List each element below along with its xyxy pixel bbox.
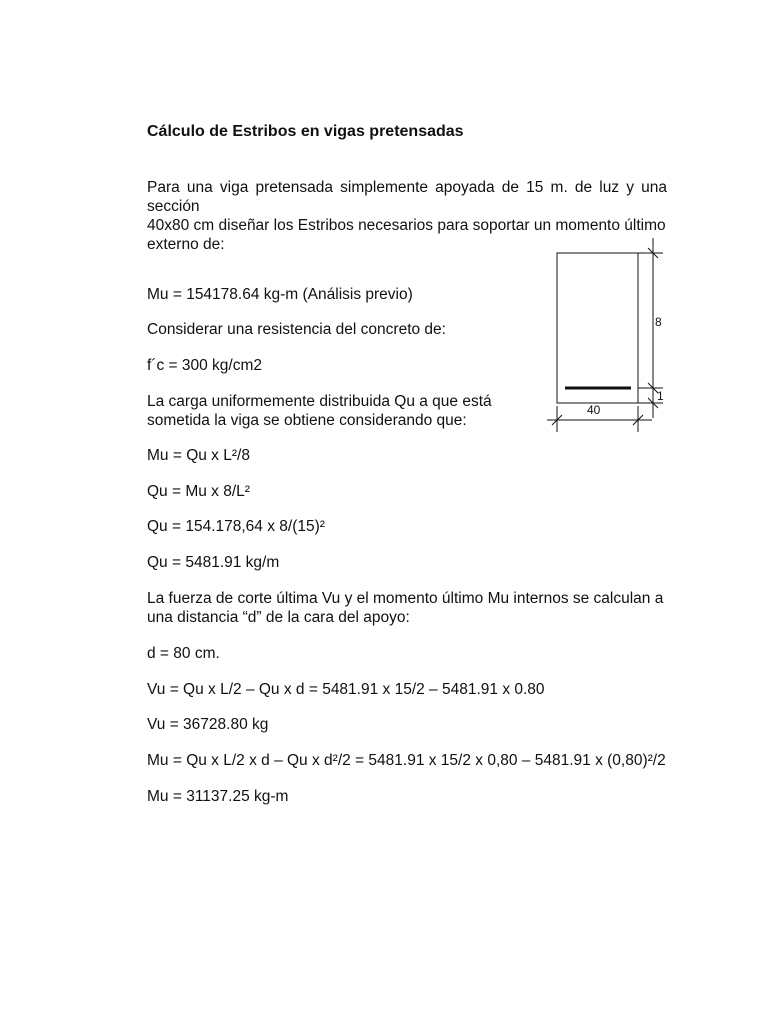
cover-label: 1 [657, 389, 664, 403]
page-title: Cálculo de Estribos en vigas pretensadas [147, 123, 464, 140]
d-value: d = 80 cm. [147, 645, 220, 662]
vu-result: Vu = 36728.80 kg [147, 716, 269, 733]
equation-mu-internal: Mu = Qu x L/2 x d – Qu x d²/2 = 5481.91 x 15/2 x 0,80 – 5481.91 x (0,80)²/2 [147, 752, 666, 769]
equation-qu-sub: Qu = 154.178,64 x 8/(15)² [147, 518, 325, 535]
load-text-line-2: sometida la viga se obtiene considerando que: [147, 412, 467, 429]
load-text-line-1: La carga uniformemente distribuida Qu a que está [147, 393, 492, 410]
intro-line-2: 40x80 cm diseñar los Estribos necesarios para soportar un momento último [147, 217, 666, 234]
shear-text-line-1: La fuerza de corte última Vu y el momento último Mu internos se calculan a [147, 590, 664, 607]
beam-section-outline [557, 253, 638, 403]
shear-text-line-2: una distancia “d” de la cara del apoyo: [147, 609, 410, 626]
fc-value: f´c = 300 kg/cm2 [147, 357, 263, 374]
width-label: 40 [587, 403, 601, 417]
equation-qu-result: Qu = 5481.91 kg/m [147, 554, 280, 571]
equation-mu: Mu = Qu x L²/8 [147, 447, 250, 464]
consider-text: Considerar una resistencia del concreto de: [147, 321, 446, 338]
equation-vu: Vu = Qu x L/2 – Qu x d = 5481.91 x 15/2 – 5481.91 x 0.80 [147, 681, 545, 698]
equation-qu: Qu = Mu x 8/L² [147, 483, 250, 500]
height-label: 8 [655, 315, 662, 329]
intro-line-3: externo de: [147, 236, 225, 253]
mu-result: Mu = 31137.25 kg-m [147, 788, 289, 805]
mu-external: Mu = 154178.64 kg-m (Análisis previo) [147, 286, 413, 303]
intro-line-1: Para una viga pretensada simplemente apoyada de 15 m. de luz y una sección [147, 179, 667, 215]
beam-section-figure [540, 238, 680, 438]
